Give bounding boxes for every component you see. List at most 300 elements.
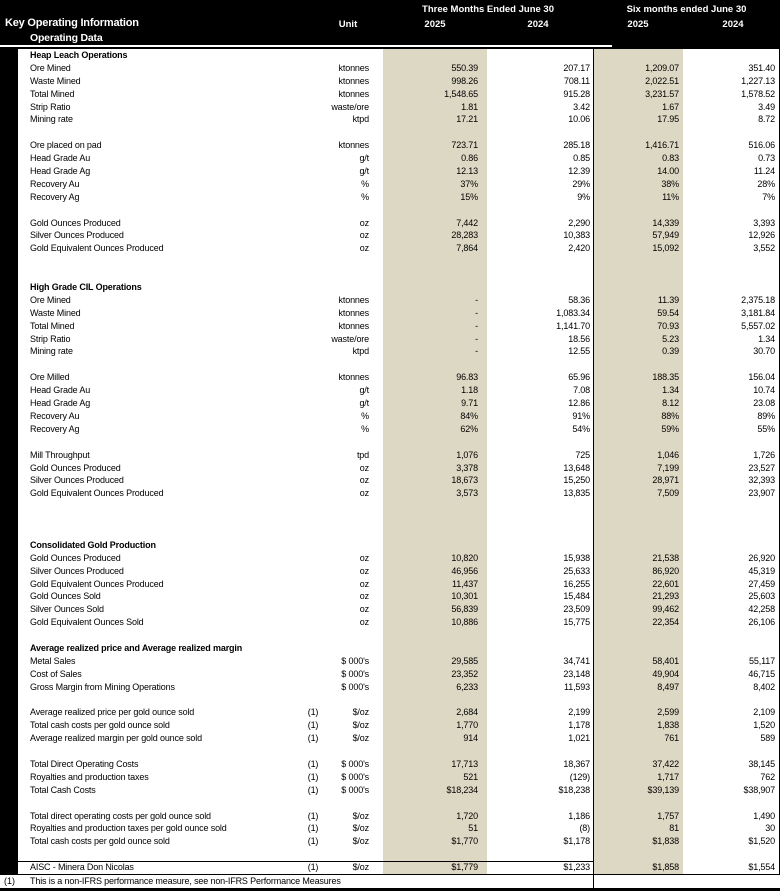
value-6m-2025: 11%	[662, 191, 679, 202]
row-unit: oz	[359, 617, 369, 628]
row-unit: %	[361, 178, 369, 189]
value-3m-2024: 15,250	[563, 475, 590, 486]
value-3m-2024: 15,484	[563, 591, 590, 602]
value-6m-2025: 1,717	[657, 771, 679, 782]
table-row	[18, 320, 779, 333]
row-unit: oz	[359, 591, 369, 602]
value-6m-2025: 11.39	[657, 294, 679, 305]
row-label: Gross Margin from Mining Operations	[30, 681, 175, 692]
value-6m-2025: 81	[669, 823, 679, 834]
row-footnote-ref	[303, 345, 323, 358]
value-6m-2024: 1,490	[753, 810, 775, 821]
spacer-row	[18, 268, 779, 281]
row-label: Average realized price per gold ounce sold	[30, 707, 195, 718]
value-3m-2024: $1,178	[563, 836, 590, 847]
table-row	[18, 191, 779, 204]
value-6m-2025: 21,538	[652, 552, 679, 563]
value-6m-2025: 37,422	[652, 758, 679, 769]
value-6m-2025: 15,092	[652, 243, 679, 254]
row-unit: oz	[359, 488, 369, 499]
value-6m-2024: 46,715	[748, 668, 775, 679]
value-6m-2024: 5,557.02	[741, 320, 775, 331]
value-6m-2025: 0.39	[662, 346, 679, 357]
table-row	[18, 822, 779, 835]
value-3m-2025: 11,437	[452, 578, 478, 589]
row-label: Total Direct Operating Costs	[30, 758, 139, 769]
row-footnote-ref: (1)	[307, 784, 319, 795]
value-3m-2024: 708.11	[564, 75, 590, 86]
value-3m-2025: 56,839	[451, 604, 478, 615]
column-divider	[593, 49, 594, 874]
table-row	[18, 178, 779, 191]
row-footnote-ref	[303, 449, 323, 462]
row-footnote-ref: (1)	[307, 836, 319, 847]
table-row	[18, 655, 779, 668]
value-3m-2025: 550.39	[451, 62, 478, 73]
row-footnote-ref	[303, 616, 323, 629]
spacer-row	[18, 848, 779, 861]
value-6m-2025: 59.54	[657, 307, 679, 318]
value-6m-2024: 23,527	[748, 462, 775, 473]
table-row	[18, 462, 779, 475]
row-unit: waste/ore	[331, 101, 369, 112]
table-row	[18, 719, 779, 732]
value-3m-2024: 15,775	[563, 617, 590, 628]
table-row	[18, 307, 779, 320]
value-6m-2025: 14,339	[652, 217, 679, 228]
value-3m-2025: 0.86	[461, 153, 478, 164]
row-footnote-ref	[303, 242, 323, 255]
value-3m-2025: $18,234	[446, 784, 478, 795]
value-3m-2024: 58.36	[568, 294, 590, 305]
value-6m-2024: 1.34	[758, 333, 775, 344]
value-3m-2024: 23,509	[563, 604, 590, 615]
value-6m-2024: $1,554	[748, 862, 775, 873]
table-row	[18, 333, 779, 346]
value-3m-2024: 207.17	[563, 62, 590, 73]
table-row	[18, 449, 779, 462]
row-label: Gold Equivalent Ounces Produced	[30, 578, 164, 589]
row-label: Strip Ratio	[30, 101, 71, 112]
row-unit: ktpd	[352, 114, 369, 125]
value-3m-2024: $18,238	[558, 784, 590, 795]
value-3m-2025: -	[475, 333, 478, 344]
value-3m-2025: 28,283	[451, 230, 478, 241]
row-unit: ktpd	[352, 346, 369, 357]
row-footnote-ref	[303, 88, 323, 101]
value-6m-2024: 45,319	[748, 565, 775, 576]
value-3m-2025: 29,585	[451, 655, 478, 666]
spacer-row	[18, 526, 779, 539]
table-row	[18, 706, 779, 719]
row-unit: oz	[359, 578, 369, 589]
value-3m-2024: 13,835	[563, 488, 590, 499]
section-header-row	[18, 49, 779, 62]
table-row	[18, 397, 779, 410]
table-row	[18, 229, 779, 242]
value-3m-2025: 6,233	[456, 681, 478, 692]
table-row	[18, 217, 779, 230]
section-header-row	[18, 539, 779, 552]
value-6m-2024: 26,920	[748, 552, 775, 563]
value-6m-2025: 1.34	[662, 385, 679, 396]
row-unit: oz	[359, 217, 369, 228]
value-6m-2024: 32,393	[748, 475, 775, 486]
row-label: Silver Ounces Produced	[30, 230, 124, 241]
row-unit: $/oz	[352, 707, 369, 718]
row-unit: ktonnes	[338, 140, 369, 151]
row-unit: $/oz	[352, 810, 369, 821]
row-unit: g/t	[359, 166, 369, 177]
value-6m-2025: 22,354	[652, 617, 679, 628]
value-6m-2024: 55,117	[749, 655, 775, 666]
value-3m-2025: $1,779	[451, 862, 478, 873]
value-3m-2024: 11,593	[564, 681, 590, 692]
row-footnote-ref	[303, 333, 323, 346]
header-underline	[0, 45, 612, 47]
table-row	[18, 565, 779, 578]
value-3m-2024: 0.85	[573, 153, 590, 164]
table-row	[18, 165, 779, 178]
value-6m-2025: $39,139	[647, 784, 679, 795]
row-unit: $ 000's	[341, 771, 369, 782]
table-row	[18, 242, 779, 255]
value-6m-2025: 17.95	[657, 114, 679, 125]
value-6m-2025: 8,497	[657, 681, 679, 692]
row-label: Head Grade Ag	[30, 398, 91, 409]
row-unit: $ 000's	[341, 681, 369, 692]
value-6m-2024: 27,459	[748, 578, 775, 589]
row-label: Ore placed on pad	[30, 140, 102, 151]
row-unit: $ 000's	[341, 655, 369, 666]
row-footnote-ref	[303, 165, 323, 178]
row-footnote-ref: (1)	[307, 707, 319, 718]
spacer-row	[18, 204, 779, 217]
table-row	[18, 101, 779, 114]
value-6m-2024: 23.08	[753, 398, 775, 409]
row-footnote-ref	[303, 655, 323, 668]
value-6m-2024: 2,109	[753, 707, 775, 718]
value-3m-2025: 62%	[460, 423, 478, 434]
year-header-3m-2024: 2024	[527, 19, 549, 30]
value-3m-2024: 1,141.70	[556, 320, 590, 331]
row-label: Head Grade Ag	[30, 166, 91, 177]
value-6m-2024: 589	[760, 733, 775, 744]
row-unit: ktonnes	[338, 62, 369, 73]
row-label: Silver Ounces Produced	[30, 565, 124, 576]
value-3m-2025: -	[475, 346, 478, 357]
value-6m-2025: 28,971	[652, 475, 679, 486]
row-footnote-ref	[303, 552, 323, 565]
value-6m-2025: 49,904	[652, 668, 679, 679]
row-unit: $/oz	[352, 720, 369, 731]
value-6m-2025: 1,209.07	[645, 62, 679, 73]
row-label: Gold Equivalent Ounces Produced	[30, 243, 164, 254]
value-6m-2024: 8,402	[753, 681, 775, 692]
table-row	[18, 810, 779, 823]
value-6m-2025: 8.12	[662, 398, 679, 409]
table-row	[18, 603, 779, 616]
value-6m-2025: 57,949	[652, 230, 679, 241]
section-title: Consolidated Gold Production	[30, 539, 156, 550]
row-label: Gold Ounces Produced	[30, 462, 121, 473]
table-row	[18, 294, 779, 307]
value-6m-2025: 38%	[661, 178, 679, 189]
value-6m-2025: 761	[664, 733, 679, 744]
row-footnote-ref	[303, 217, 323, 230]
value-6m-2025: 0.83	[662, 153, 679, 164]
table-row	[18, 88, 779, 101]
row-footnote-ref	[303, 191, 323, 204]
row-unit: $ 000's	[341, 668, 369, 679]
row-label: Recovery Ag	[30, 191, 80, 202]
table-row	[18, 113, 779, 126]
spacer-row	[18, 126, 779, 139]
table-row	[18, 732, 779, 745]
row-unit: oz	[359, 565, 369, 576]
value-3m-2024: 915.28	[563, 88, 590, 99]
value-3m-2025: 46,956	[451, 565, 478, 576]
table-row	[18, 758, 779, 771]
value-3m-2024: 12.86	[568, 398, 590, 409]
footnote-row	[0, 875, 780, 888]
year-header-6m-2024: 2024	[722, 19, 744, 30]
value-3m-2024: 1,186	[568, 810, 590, 821]
value-3m-2024: 25,633	[563, 565, 590, 576]
value-6m-2025: 3,231.57	[645, 88, 679, 99]
spacer-row	[18, 436, 779, 449]
row-unit: $/oz	[352, 862, 369, 873]
row-label: Head Grade Au	[30, 385, 91, 396]
row-label: Gold Ounces Produced	[30, 217, 121, 228]
period-group-six-months: Six months ended June 30	[626, 4, 747, 15]
value-3m-2025: 15%	[460, 191, 478, 202]
value-3m-2025: 7,864	[456, 243, 478, 254]
value-6m-2025: 1,046	[657, 449, 679, 460]
report-header	[0, 0, 780, 49]
footnote-text: This is a non-IFRS performance measure, see non-IFRS Performance Measures	[30, 876, 341, 886]
value-6m-2025: 59%	[661, 423, 679, 434]
row-label: Ore Mined	[30, 62, 71, 73]
value-3m-2025: -	[475, 320, 478, 331]
section-title: Average realized price and Average realized margin	[30, 642, 243, 653]
row-footnote-ref	[303, 565, 323, 578]
row-label: Total Mined	[30, 88, 75, 99]
row-label: Royalties and production taxes	[30, 771, 149, 782]
value-3m-2025: 96.83	[456, 372, 478, 383]
page-title: Key Operating Information	[5, 17, 139, 29]
spacer-row	[18, 500, 779, 513]
table-row	[18, 771, 779, 784]
value-6m-2024: 351.40	[748, 62, 775, 73]
row-footnote-ref	[303, 294, 323, 307]
table-row	[18, 552, 779, 565]
period-group-three-months: Three Months Ended June 30	[422, 4, 554, 15]
value-3m-2024: $1,233	[563, 862, 590, 873]
value-3m-2024: 13,648	[563, 462, 590, 473]
row-unit: ktonnes	[338, 307, 369, 318]
value-3m-2025: 10,886	[451, 617, 478, 628]
section-header-row	[18, 281, 779, 294]
value-3m-2025: 723.71	[451, 140, 478, 151]
table-row	[18, 474, 779, 487]
value-3m-2024: 3.42	[573, 101, 590, 112]
row-footnote-ref	[303, 101, 323, 114]
value-3m-2025: 9.71	[461, 398, 478, 409]
row-footnote-ref	[303, 384, 323, 397]
value-3m-2024: 1,178	[568, 720, 590, 731]
row-label: Total cash costs per gold ounce sold	[30, 720, 170, 731]
value-6m-2024: 1,578.52	[741, 88, 775, 99]
value-6m-2024: 1,227.13	[741, 75, 775, 86]
row-unit: %	[361, 423, 369, 434]
row-unit: ktonnes	[338, 88, 369, 99]
table-row	[18, 62, 779, 75]
value-3m-2025: 37%	[460, 178, 478, 189]
value-6m-2024: 12,926	[748, 230, 775, 241]
row-footnote-ref	[303, 603, 323, 616]
row-label: Recovery Au	[30, 178, 80, 189]
value-3m-2025: 3,378	[456, 462, 478, 473]
value-6m-2024: $38,907	[743, 784, 775, 795]
value-3m-2025: 2,684	[456, 707, 478, 718]
value-3m-2024: 9%	[577, 191, 590, 202]
value-3m-2024: 29%	[572, 178, 590, 189]
value-3m-2024: 285.18	[563, 140, 590, 151]
value-3m-2025: 1,720	[456, 810, 478, 821]
value-6m-2025: 7,199	[657, 462, 679, 473]
row-unit: oz	[359, 552, 369, 563]
row-label: Mill Throughput	[30, 449, 90, 460]
row-label: Recovery Ag	[30, 423, 80, 434]
spacer-row	[18, 629, 779, 642]
value-6m-2025: $1,838	[652, 836, 679, 847]
value-3m-2025: 521	[463, 771, 478, 782]
row-footnote-ref	[303, 474, 323, 487]
value-6m-2024: 762	[760, 771, 775, 782]
value-3m-2024: 18.56	[568, 333, 590, 344]
value-6m-2024: 42,258	[748, 604, 775, 615]
row-label: AISC - Minera Don Nicolas	[30, 862, 134, 873]
row-label: Silver Ounces Sold	[30, 604, 104, 615]
footnote-marker: (1)	[4, 876, 15, 886]
table-row	[18, 152, 779, 165]
table-row	[18, 578, 779, 591]
value-6m-2025: 21,293	[652, 591, 679, 602]
value-6m-2024: 23,907	[748, 488, 775, 499]
value-3m-2025: 10,301	[451, 591, 478, 602]
footnote-column-divider	[593, 875, 594, 888]
value-6m-2025: 70.93	[657, 320, 679, 331]
value-3m-2025: 1,076	[456, 449, 478, 460]
row-label: Total Cash Costs	[30, 784, 96, 795]
row-unit: $/oz	[352, 733, 369, 744]
value-3m-2024: 91%	[572, 410, 590, 421]
row-footnote-ref	[303, 410, 323, 423]
row-footnote-ref	[303, 578, 323, 591]
value-6m-2025: 88%	[661, 410, 679, 421]
row-unit: ktonnes	[338, 75, 369, 86]
row-label: Cost of Sales	[30, 668, 82, 679]
value-6m-2025: 86,920	[652, 565, 679, 576]
row-footnote-ref	[303, 462, 323, 475]
value-3m-2024: (8)	[579, 823, 590, 834]
value-3m-2025: 84%	[460, 410, 478, 421]
value-6m-2025: 1,838	[657, 720, 679, 731]
value-3m-2024: 10,383	[563, 230, 590, 241]
row-label: Royalties and production taxes per gold ounce sold	[30, 823, 227, 834]
value-3m-2025: 1.81	[461, 101, 478, 112]
value-6m-2025: $1,858	[652, 862, 679, 873]
value-6m-2024: 2,375.18	[741, 294, 775, 305]
row-label: Recovery Au	[30, 410, 80, 421]
row-label: Mining rate	[30, 346, 73, 357]
row-label: Waste Mined	[30, 307, 81, 318]
section-title: Heap Leach Operations	[30, 50, 128, 60]
value-3m-2025: 17,713	[451, 758, 478, 769]
table-rows	[18, 49, 779, 874]
row-label: Total direct operating costs per gold ounce sold	[30, 810, 211, 821]
row-footnote-ref	[303, 668, 323, 681]
value-6m-2025: 22,601	[652, 578, 679, 589]
spacer-row	[18, 745, 779, 758]
value-6m-2024: 30	[765, 823, 775, 834]
value-6m-2024: 10.74	[753, 385, 775, 396]
row-unit: oz	[359, 230, 369, 241]
row-footnote-ref: (1)	[307, 823, 319, 834]
value-6m-2024: 3,552	[753, 243, 775, 254]
table-body	[18, 49, 779, 874]
spacer-row	[18, 513, 779, 526]
table-row	[18, 681, 779, 694]
spacer-row	[18, 255, 779, 268]
table-row	[18, 835, 779, 848]
value-3m-2025: 10,820	[451, 552, 478, 563]
value-3m-2025: 1,770	[456, 720, 478, 731]
table-row	[18, 345, 779, 358]
row-unit: %	[361, 410, 369, 421]
row-label: Total cash costs per gold ounce sold	[30, 836, 170, 847]
value-3m-2024: 23,148	[563, 668, 590, 679]
row-label: Average realized margin per gold ounce sold	[30, 733, 202, 744]
row-footnote-ref	[303, 371, 323, 384]
unit-column-header: Unit	[338, 19, 358, 30]
row-footnote-ref	[303, 423, 323, 436]
value-6m-2024: 3,393	[753, 217, 775, 228]
row-footnote-ref	[303, 397, 323, 410]
value-6m-2024: 30.70	[753, 346, 775, 357]
page-subtitle: Operating Data	[30, 32, 103, 44]
value-6m-2024: 26,106	[748, 617, 775, 628]
value-3m-2024: 65.96	[568, 372, 590, 383]
year-header-3m-2025: 2025	[424, 19, 446, 30]
row-footnote-ref	[303, 487, 323, 500]
value-6m-2024: 3,181.84	[741, 307, 775, 318]
value-3m-2025: 1,548.65	[444, 88, 478, 99]
row-footnote-ref: (1)	[307, 810, 319, 821]
value-3m-2024: 10.06	[568, 114, 590, 125]
table-row	[18, 487, 779, 500]
table-row	[18, 616, 779, 629]
row-label: Gold Equivalent Ounces Sold	[30, 617, 144, 628]
row-footnote-ref	[303, 307, 323, 320]
row-footnote-ref	[303, 152, 323, 165]
row-unit: oz	[359, 243, 369, 254]
value-3m-2024: 725	[575, 449, 590, 460]
row-unit: ktonnes	[338, 372, 369, 383]
value-3m-2025: $1,770	[451, 836, 478, 847]
value-3m-2024: 16,255	[563, 578, 590, 589]
